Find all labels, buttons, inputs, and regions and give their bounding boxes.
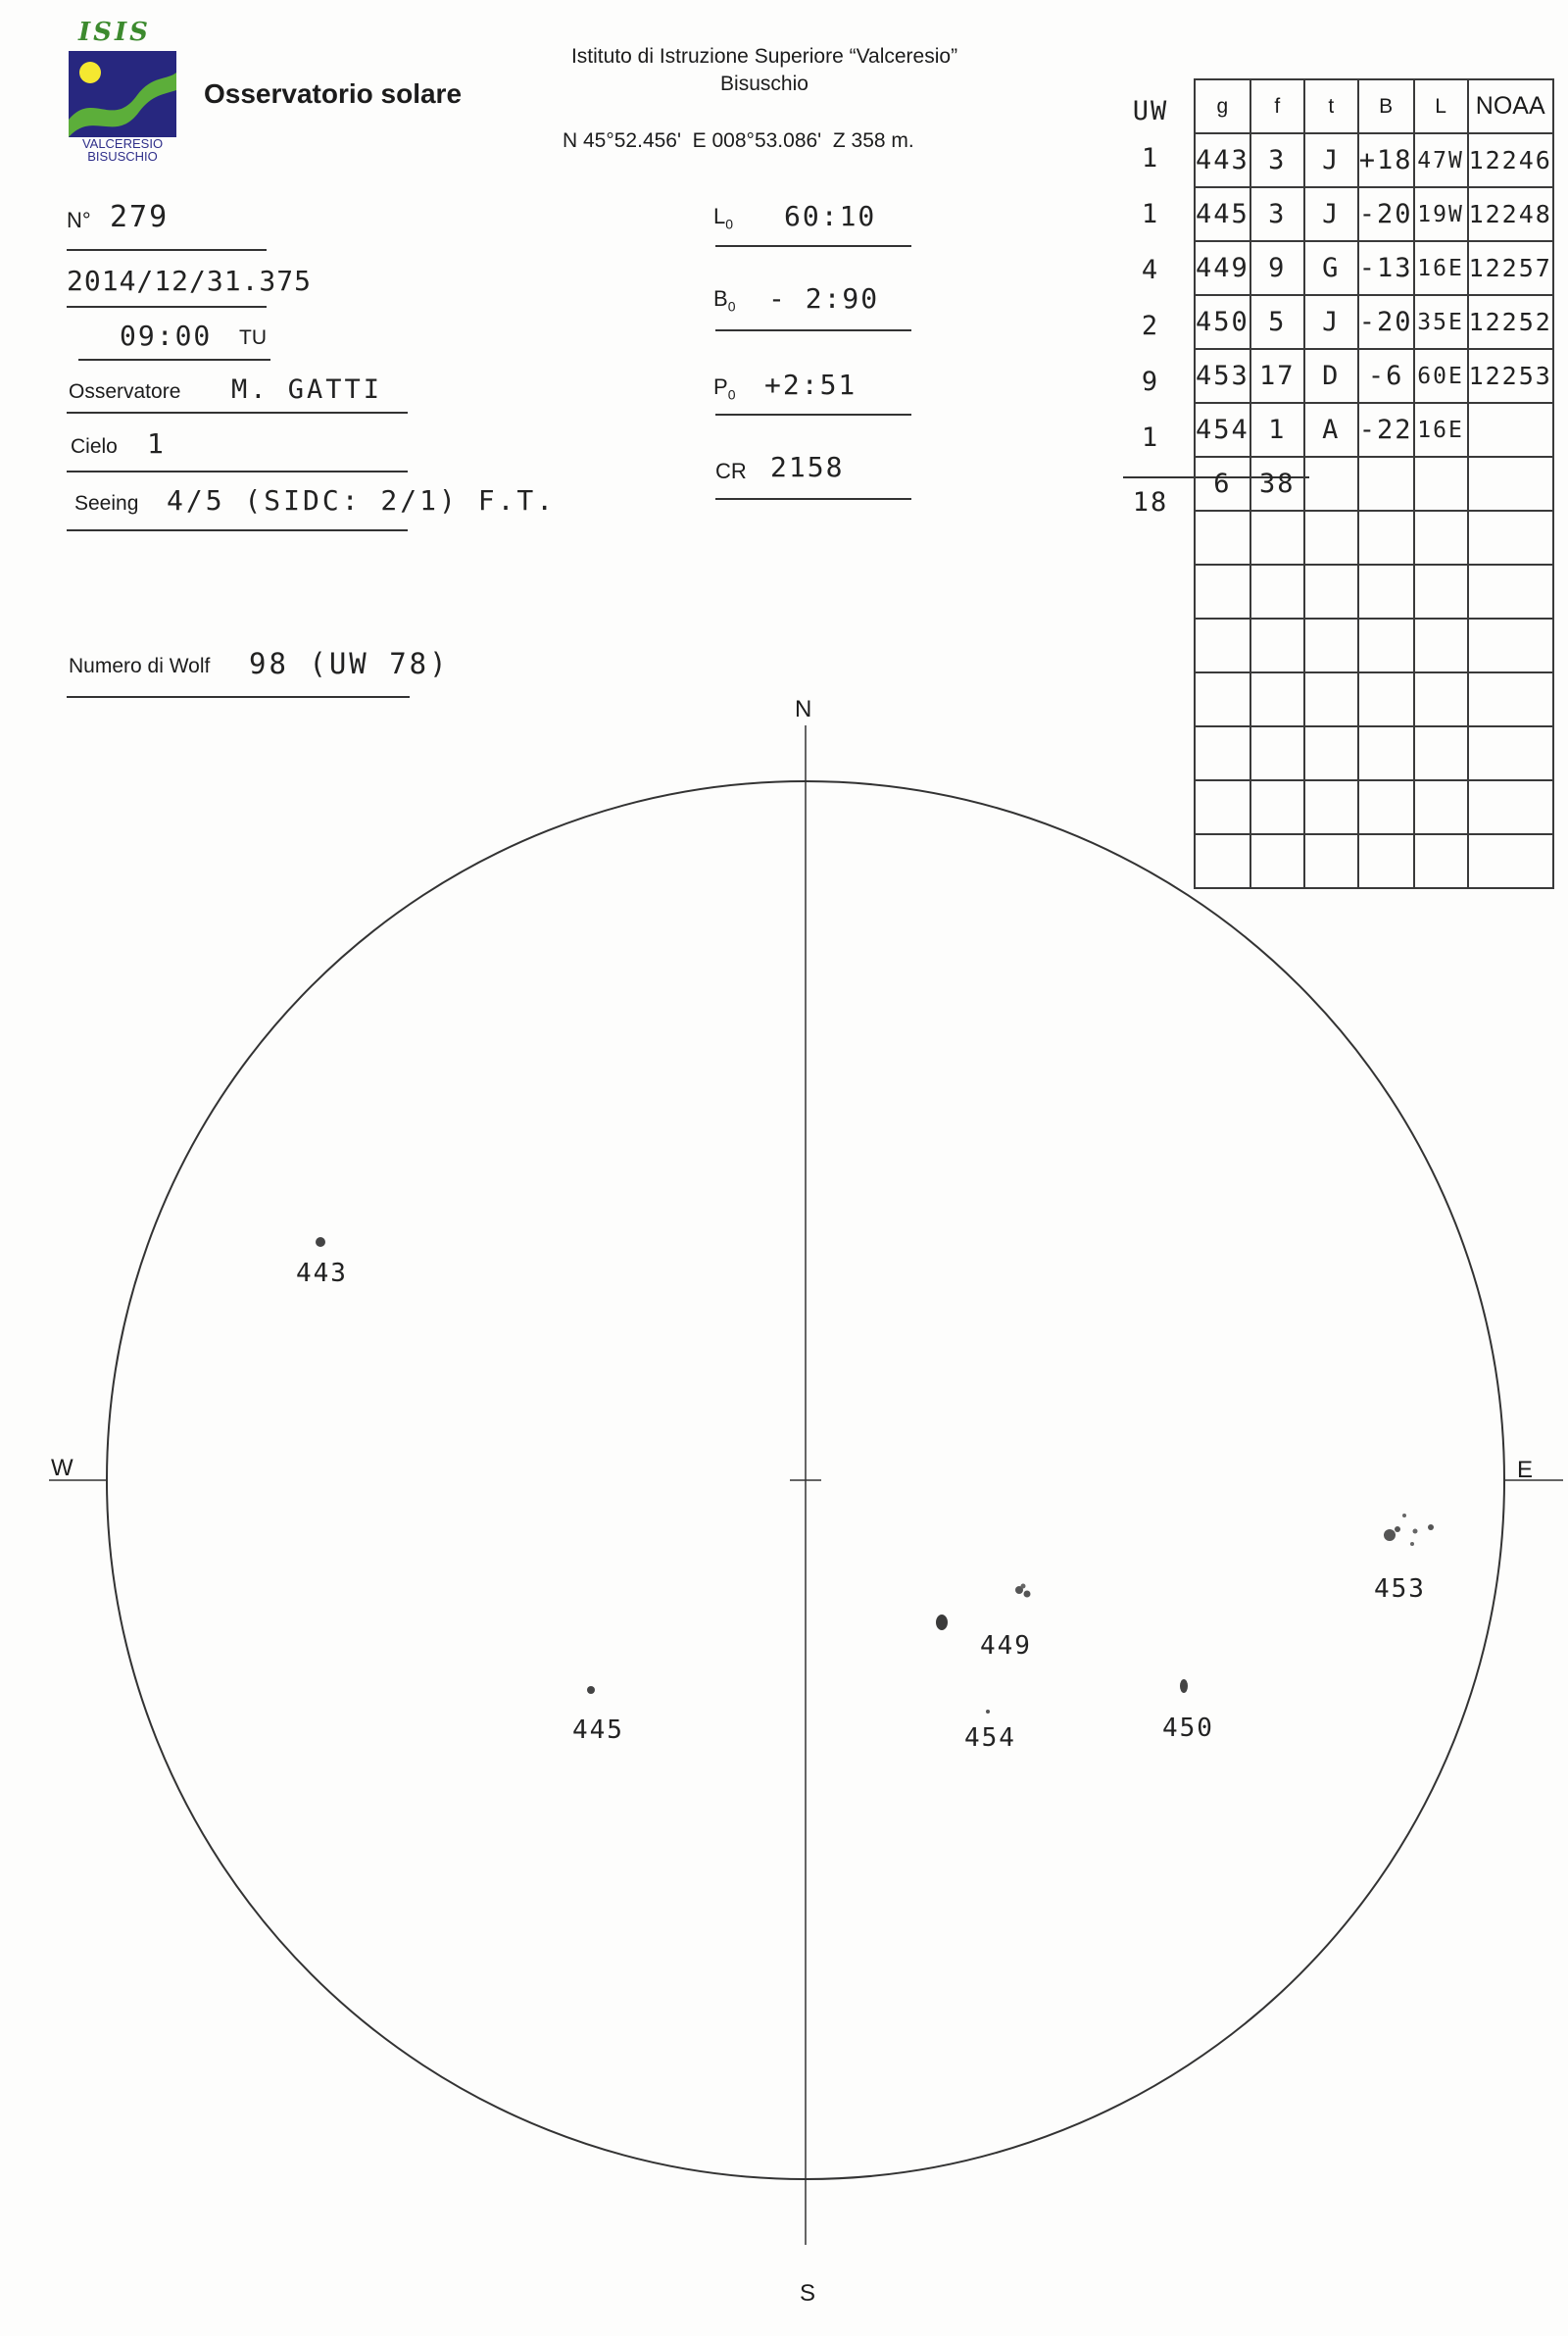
uw-value: 2 — [1141, 311, 1160, 341]
cell-g: 454 — [1195, 403, 1250, 457]
cell-g: 445 — [1195, 187, 1250, 241]
sunspot-group-454 — [986, 1710, 990, 1714]
b0-value: - 2:90 — [768, 282, 880, 315]
group-label-443: 443 — [296, 1259, 348, 1288]
wolf-number-label: Numero di Wolf — [69, 655, 211, 677]
cell-noaa: 12248 — [1468, 187, 1553, 241]
cell-f: 1 — [1250, 403, 1304, 457]
p0-subscript: 0 — [727, 386, 736, 403]
uw-total: 18 — [1132, 487, 1169, 518]
observatory-coordinates: N 45°52.456' E 008°53.086' Z 358 m. — [563, 129, 914, 152]
observer-value: M. GATTI — [231, 374, 383, 405]
sky-label: Cielo — [71, 435, 118, 458]
logo-caption-line2: BISUSCHIO — [87, 149, 158, 164]
cell-f: 3 — [1250, 133, 1304, 187]
cell-l: 16E — [1414, 403, 1468, 457]
cell-noaa: 12253 — [1468, 349, 1553, 403]
uw-value: 4 — [1141, 255, 1160, 285]
west-label: W — [51, 1455, 74, 1481]
cell-t: D — [1304, 349, 1358, 403]
number-value: 279 — [110, 200, 170, 234]
cell-g: 443 — [1195, 133, 1250, 187]
seeing-value: 4/5 (SIDC: 2/1) F.T. — [167, 484, 557, 517]
uw-value: 1 — [1141, 199, 1160, 229]
cell-f: 5 — [1250, 295, 1304, 349]
cell-l: 16E — [1414, 241, 1468, 295]
logo-caption-line1: VALCERESIO — [81, 136, 164, 151]
cell-t: G — [1304, 241, 1358, 295]
group-label-454: 454 — [964, 1723, 1016, 1753]
cell-t: J — [1304, 187, 1358, 241]
seeing-label: Seeing — [74, 492, 139, 515]
uw-header: UW — [1132, 96, 1169, 126]
sky-value: 1 — [147, 427, 166, 460]
cell-b: +18 — [1358, 133, 1414, 187]
column-header-t: t — [1304, 79, 1358, 133]
cell-noaa: 12252 — [1468, 295, 1553, 349]
wolf-number-value: 98 (UW 78) — [249, 647, 450, 680]
b0-label: B — [713, 286, 728, 311]
cell-b: -20 — [1358, 187, 1414, 241]
uw-value: 1 — [1141, 422, 1160, 453]
logo-wordmark: ISIS — [78, 18, 151, 47]
l0-label: L — [713, 204, 726, 228]
group-label-449: 449 — [980, 1631, 1032, 1661]
cell-t: A — [1304, 403, 1358, 457]
cell-f: 3 — [1250, 187, 1304, 241]
p0-value: +2:51 — [764, 369, 858, 401]
time-suffix: TU — [239, 326, 267, 349]
sunspot-group-450 — [1180, 1679, 1188, 1693]
column-header-noaa: NOAA — [1468, 79, 1553, 133]
total-f: 38 — [1250, 457, 1304, 511]
observer-label: Osservatore — [69, 380, 181, 403]
uw-value: 1 — [1141, 143, 1160, 174]
cr-value: 2158 — [770, 451, 845, 483]
east-label: E — [1517, 1457, 1534, 1483]
cell-b: -22 — [1358, 403, 1414, 457]
cell-t: J — [1304, 295, 1358, 349]
date-value: 2014/12/31.375 — [67, 265, 313, 297]
cell-g: 453 — [1195, 349, 1250, 403]
cell-l: 35E — [1414, 295, 1468, 349]
institute-name: Istituto di Istruzione Superiore “Valceresio” — [570, 45, 958, 68]
cell-b: -13 — [1358, 241, 1414, 295]
sunspot-group-453 — [1384, 1514, 1434, 1546]
cell-f: 17 — [1250, 349, 1304, 403]
cell-b: -20 — [1358, 295, 1414, 349]
cell-g: 449 — [1195, 241, 1250, 295]
sunspot-group-449 — [936, 1584, 1031, 1631]
group-label-450: 450 — [1162, 1714, 1214, 1743]
time-value: 09:00 — [120, 320, 213, 352]
l0-value: 60:10 — [784, 200, 877, 232]
cell-l: 60E — [1414, 349, 1468, 403]
sunspot-group-445 — [587, 1686, 595, 1694]
cell-l: 19W — [1414, 187, 1468, 241]
cell-noaa: 12257 — [1468, 241, 1553, 295]
cell-noaa: 12246 — [1468, 133, 1553, 187]
cell-l: 47W — [1414, 133, 1468, 187]
p0-label: P — [713, 374, 728, 399]
l0-subscript: 0 — [725, 216, 734, 232]
sunspot-group-443 — [316, 1237, 325, 1247]
cell-g: 450 — [1195, 295, 1250, 349]
column-header-g: g — [1195, 79, 1250, 133]
north-label: N — [795, 696, 812, 722]
group-label-445: 445 — [572, 1715, 624, 1745]
b0-subscript: 0 — [727, 298, 736, 315]
column-header-l: L — [1414, 79, 1468, 133]
total-g: 6 — [1195, 457, 1250, 511]
column-header-b: B — [1358, 79, 1414, 133]
cell-f: 9 — [1250, 241, 1304, 295]
column-header-f: f — [1250, 79, 1304, 133]
group-label-453: 453 — [1374, 1574, 1426, 1604]
cell-t: J — [1304, 133, 1358, 187]
cell-b: -6 — [1358, 349, 1414, 403]
south-label: S — [800, 2280, 816, 2307]
number-label: N° — [67, 208, 91, 232]
cr-label: CR — [715, 459, 747, 483]
page-title: Osservatorio solare — [204, 78, 463, 109]
institute-town: Bisuschio — [720, 73, 808, 95]
uw-value: 9 — [1141, 367, 1160, 397]
